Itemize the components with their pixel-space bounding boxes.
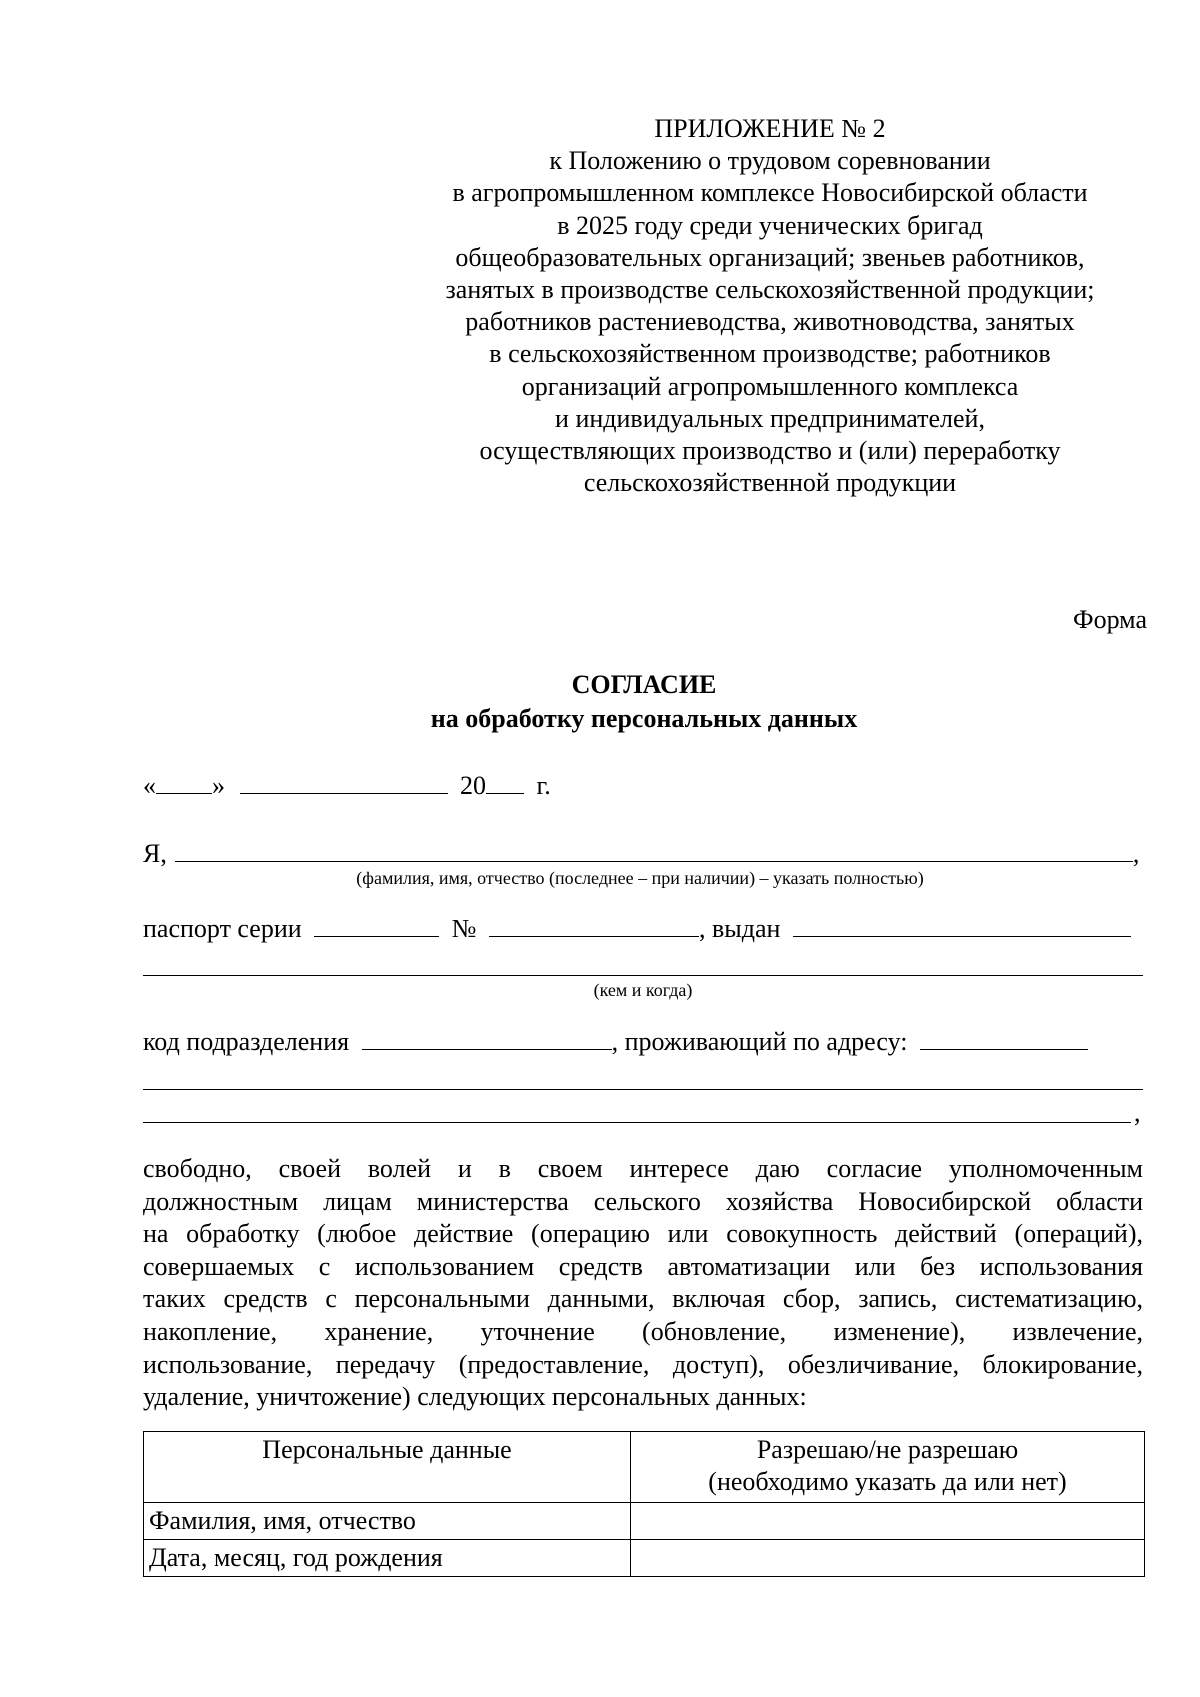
passport-number-label: № <box>451 914 477 943</box>
appendix-header <box>395 113 1145 499</box>
appendix-line: в агропромышленном комплексе Новосибирской области <box>452 178 1088 208</box>
day-field[interactable] <box>156 771 212 794</box>
passport-issued-line[interactable] <box>143 975 1143 976</box>
row-label: Фамилия, имя, отчество <box>144 1503 631 1540</box>
header-permission-line1: Разрешаю/не разрешаю <box>756 1435 1019 1464</box>
row-permission-cell[interactable] <box>631 1503 1145 1540</box>
month-field[interactable] <box>240 771 448 794</box>
passport-issued-label: , выдан <box>698 914 781 943</box>
appendix-line: и индивидуальных предпринимателей, <box>555 403 985 433</box>
header-permission <box>631 1432 1145 1503</box>
appendix-line: общеобразовательных организаций; звеньев работников, <box>455 242 1085 272</box>
paragraph-line: накопление, хранение, уточнение (обновление, изменение), извлечение, <box>143 1316 1143 1346</box>
paragraph-line: удаление, уничтожение) следующих персональных данных: <box>143 1382 807 1412</box>
address-line-2[interactable] <box>143 1089 1143 1090</box>
document-subtitle: на обработку персональных данных <box>430 704 858 733</box>
row-permission-cell[interactable] <box>631 1540 1145 1577</box>
table-header-row <box>144 1432 1145 1503</box>
table-row <box>144 1503 1145 1540</box>
paragraph-line: совершаемых с использованием средств автоматизации или без использования <box>143 1251 1143 1281</box>
address-row <box>143 1027 1088 1057</box>
address-end-comma: , <box>1134 1098 1141 1127</box>
name-row <box>143 839 1139 869</box>
subdivision-code-label: код подразделения <box>143 1027 350 1056</box>
row-label: Дата, месяц, год рождения <box>144 1540 631 1577</box>
appendix-line: осуществляющих производство и (или) переработку <box>479 436 1061 466</box>
passport-hint: (кем и когда) <box>593 980 693 1000</box>
address-field[interactable] <box>920 1027 1088 1050</box>
paragraph-line: свободно, своей волей и в своем интересе даю согласие уполномоченным <box>143 1154 1143 1183</box>
passport-row <box>143 914 1131 944</box>
appendix-line: организаций агропромышленного комплекса <box>521 371 1019 401</box>
consent-paragraph <box>143 1153 1143 1414</box>
passport-number-field[interactable] <box>489 914 699 937</box>
date-row <box>143 771 551 801</box>
full-name-field[interactable] <box>175 839 1133 862</box>
document-title: СОГЛАСИЕ <box>571 670 717 699</box>
appendix-line: работников растениеводства, животноводства, занятых <box>465 307 1075 337</box>
paragraph-line: использование, передачу (предоставление, доступ), обезличивание, блокирование, <box>143 1349 1143 1379</box>
paragraph-line: на обработку (любое действие (операцию или совокупность действий (операций), <box>143 1219 1143 1249</box>
passport-series-field[interactable] <box>314 914 439 937</box>
paragraph-line: должностным лицам министерства сельского хозяйства Новосибирской области <box>143 1186 1143 1216</box>
year-prefix: 20 <box>460 771 486 800</box>
year-suffix: г. <box>536 771 551 800</box>
name-hint: (фамилия, имя, отчество (последнее – при наличии) – указать полностью) <box>356 868 924 888</box>
appendix-line: занятых в производстве сельскохозяйственной продукции; <box>445 275 1095 305</box>
header-permission-line2: (необходимо указать да или нет) <box>708 1467 1067 1496</box>
appendix-line: ПРИЛОЖЕНИЕ № 2 <box>654 114 886 143</box>
appendix-line: в сельскохозяйственном производстве; работников <box>489 339 1051 369</box>
address-line-3[interactable] <box>143 1122 1131 1123</box>
table-row <box>144 1540 1145 1577</box>
appendix-line: в 2025 году среди ученических бригад <box>557 210 983 240</box>
name-prefix: Я, <box>143 839 167 868</box>
address-label: , проживающий по адресу: <box>611 1027 908 1056</box>
form-label: Форма <box>1073 605 1147 634</box>
close-quote: » <box>212 771 225 800</box>
personal-data-table <box>143 1431 1145 1577</box>
paragraph-line: таких средств с персональными данными, включая сбор, запись, систематизацию, <box>143 1284 1143 1314</box>
passport-series-label: паспорт серии <box>143 914 302 943</box>
open-quote: « <box>143 771 156 800</box>
name-suffix: , <box>1132 839 1140 868</box>
header-personal-data: Персональные данные <box>144 1432 631 1503</box>
appendix-line: к Положению о трудовом соревновании <box>549 146 991 176</box>
passport-issued-field[interactable] <box>793 914 1131 937</box>
year-field[interactable] <box>486 771 524 794</box>
subdivision-code-field[interactable] <box>362 1027 612 1050</box>
appendix-line: сельскохозяйственной продукции <box>583 468 957 498</box>
